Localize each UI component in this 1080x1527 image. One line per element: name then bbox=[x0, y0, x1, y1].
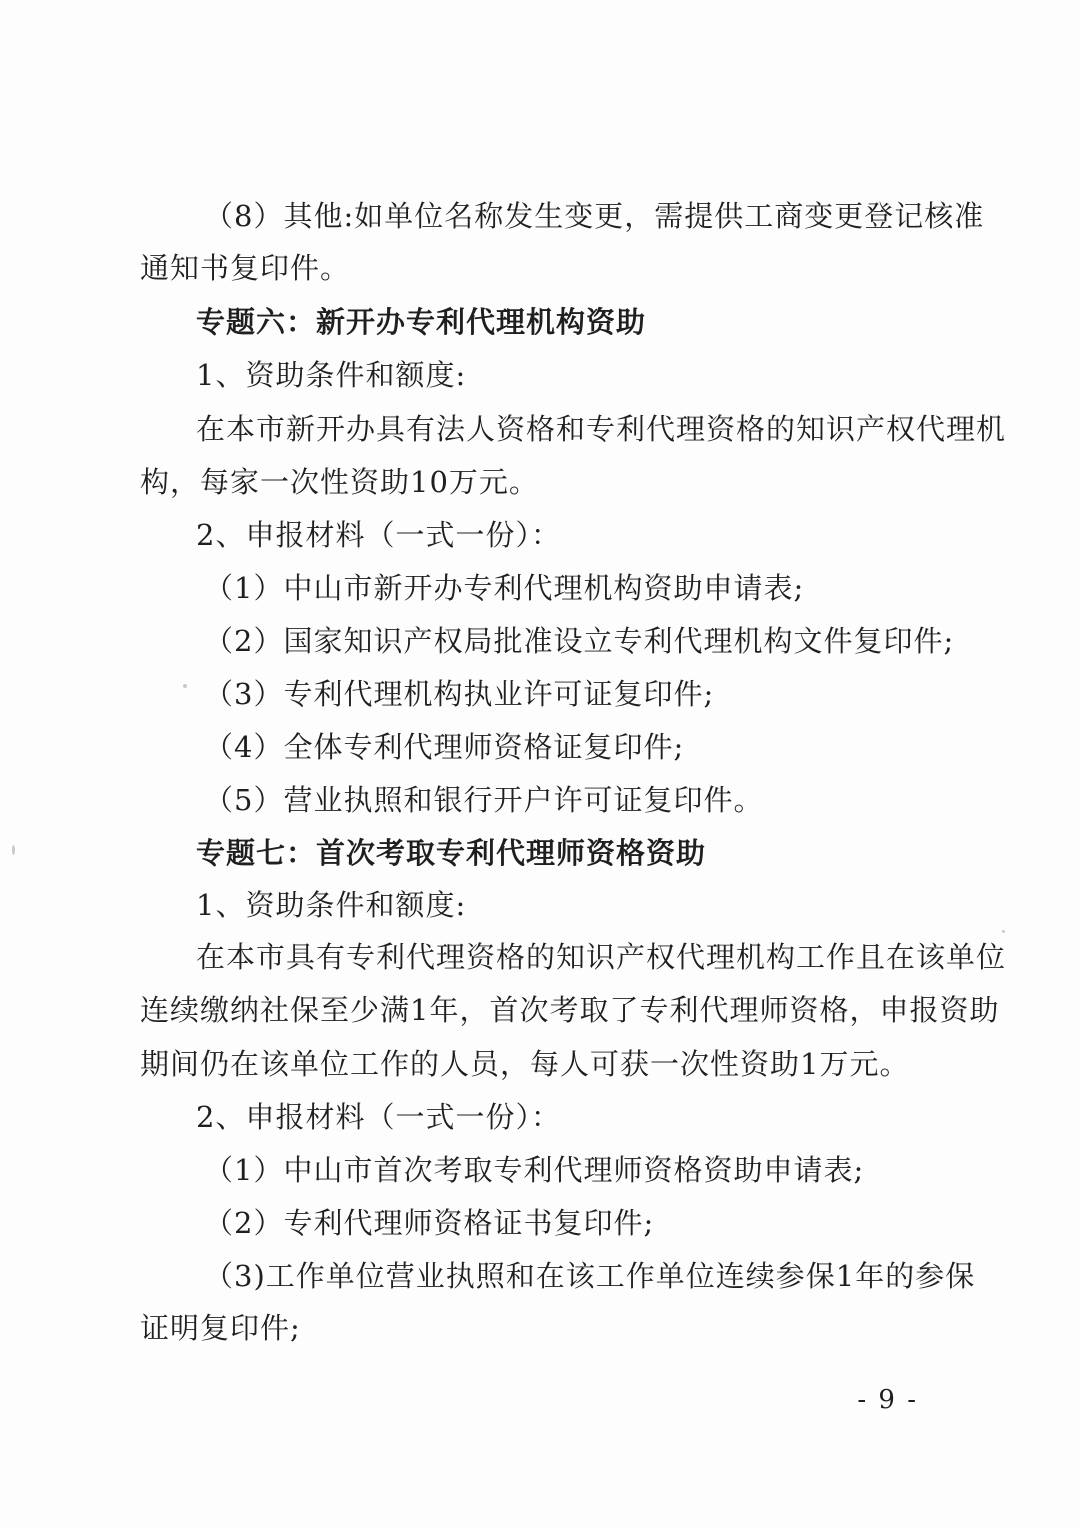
section-7-material-3: （3)工作单位营业执照和在该工作单位连续参保1年的参保 bbox=[204, 1259, 976, 1293]
section-6-material-2: （2）国家知识产权局批准设立专利代理机构文件复印件; bbox=[204, 624, 955, 658]
scan-speck bbox=[1002, 930, 1005, 933]
section-6-conditions-heading: 1、资助条件和额度: bbox=[196, 358, 467, 392]
section-6-material-3: （3）专利代理机构执业许可证复印件; bbox=[204, 677, 715, 711]
section-6-material-5: （5）营业执照和银行开户许可证复印件。 bbox=[204, 783, 764, 817]
section-heading-6: 专题六：新开办专利代理机构资助 bbox=[196, 305, 647, 339]
item-8-other: （8）其他:如单位名称发生变更，需提供工商变更登记核准 bbox=[204, 199, 985, 233]
section-heading-7: 专题七：首次考取专利代理师资格资助 bbox=[196, 836, 707, 870]
item-8-other-continued: 通知书复印件。 bbox=[140, 251, 351, 285]
section-7-conditions-heading: 1、资助条件和额度: bbox=[196, 888, 467, 922]
section-6-conditions-text: 在本市新开办具有法人资格和专利代理资格的知识产权代理机 bbox=[196, 412, 1007, 446]
page-number: - 9 - bbox=[857, 1385, 918, 1415]
section-6-materials-heading: 2、申报材料（一式一份）： bbox=[196, 518, 561, 552]
section-7-conditions-text: 在本市具有专利代理资格的知识产权代理机构工作且在该单位 bbox=[196, 940, 1007, 974]
section-7-conditions-text-line-2: 连续缴纳社保至少满1年，首次考取了专利代理师资格，申报资助 bbox=[140, 993, 1000, 1027]
section-7-materials-heading: 2、申报材料（一式一份）： bbox=[196, 1100, 561, 1134]
section-6-material-4: （4）全体专利代理师资格证复印件; bbox=[204, 730, 685, 764]
section-7-material-2: （2）专利代理师资格证书复印件; bbox=[204, 1206, 655, 1240]
section-7-material-1: （1）中山市首次考取专利代理师资格资助申请表; bbox=[204, 1153, 865, 1187]
section-7-conditions-text-line-3: 期间仍在该单位工作的人员，每人可获一次性资助1万元。 bbox=[140, 1047, 910, 1081]
section-6-conditions-text-continued: 构，每家一次性资助10万元。 bbox=[140, 465, 539, 499]
scan-speck bbox=[12, 845, 15, 855]
section-6-material-1: （1）中山市新开办专利代理机构资助申请表; bbox=[204, 571, 805, 605]
scan-speck bbox=[183, 684, 187, 688]
section-7-material-3-continued: 证明复印件; bbox=[140, 1311, 301, 1345]
